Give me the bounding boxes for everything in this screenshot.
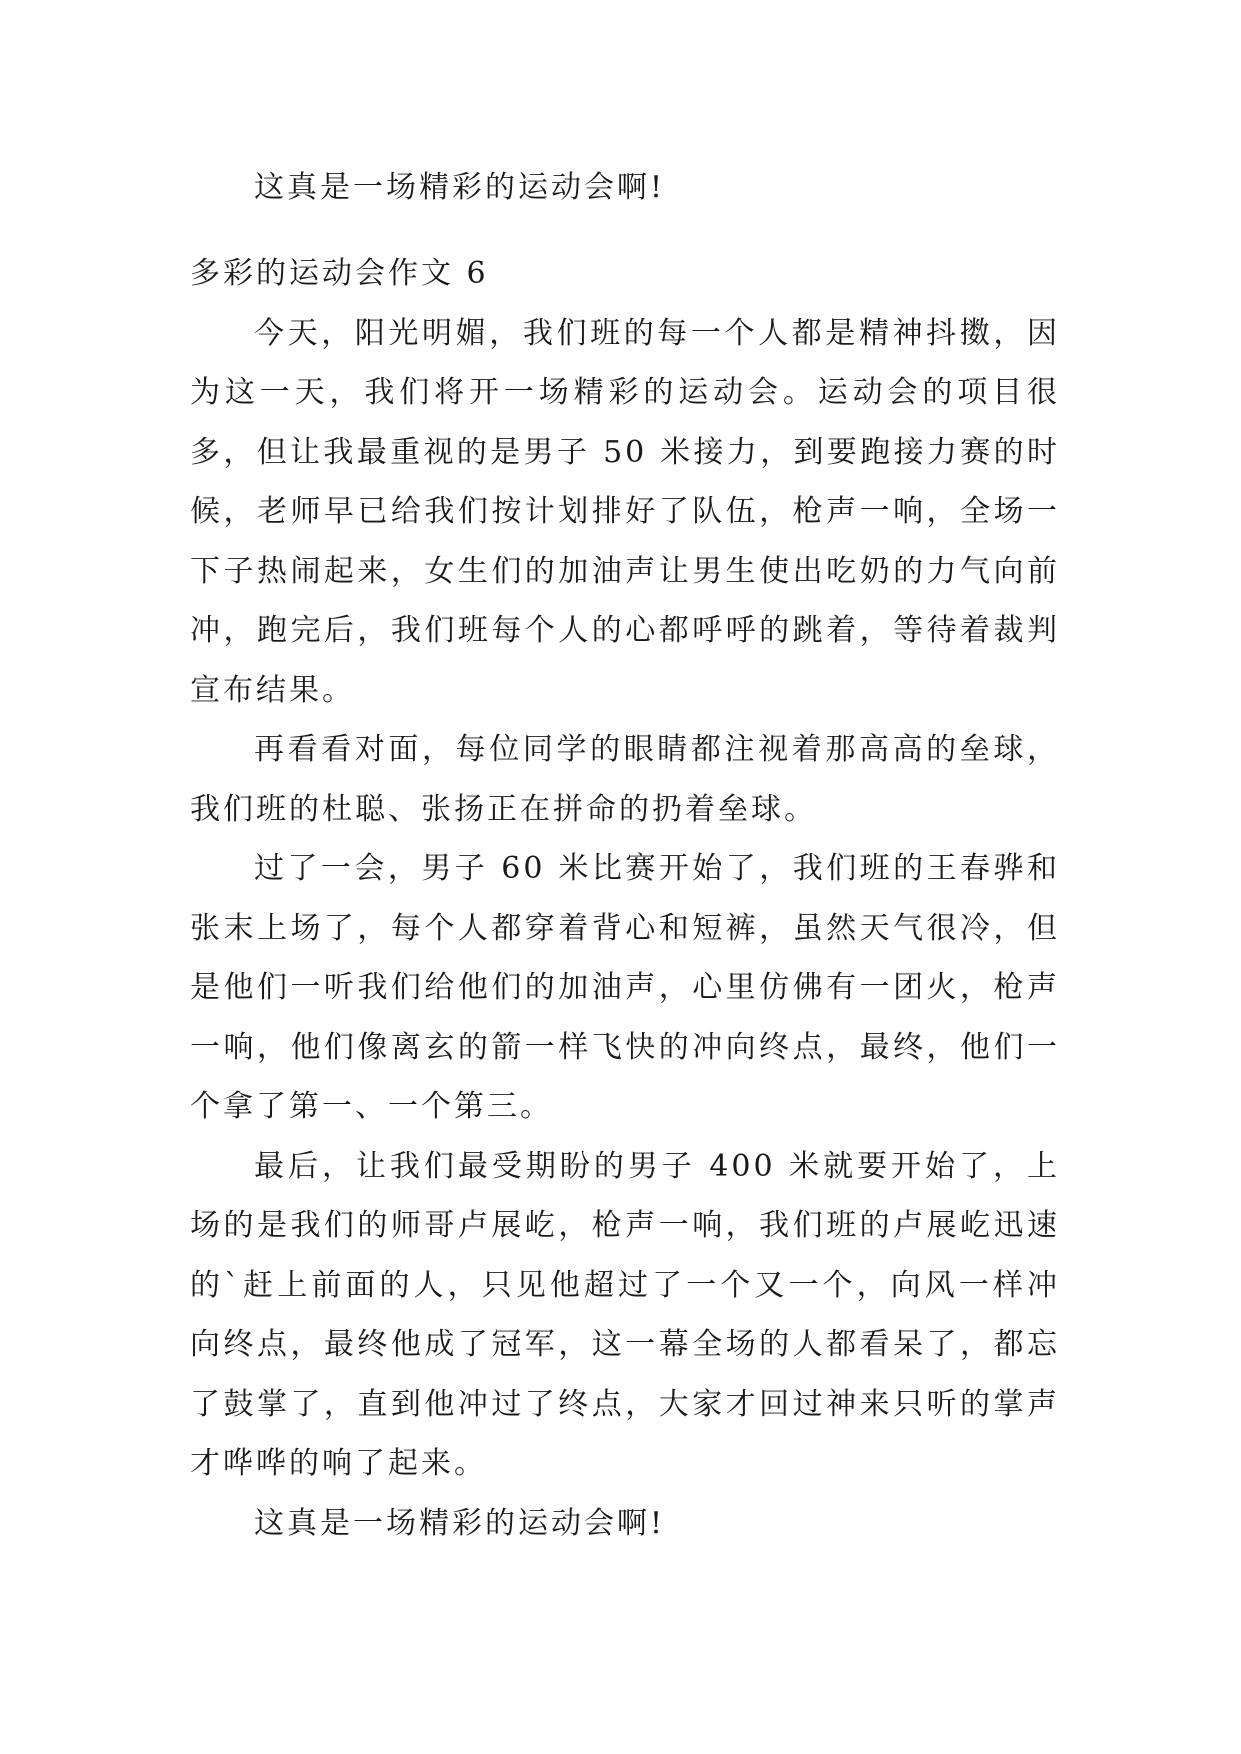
paragraph-2: 再看看对面，每位同学的眼睛都注视着那高高的垒球，我们班的杜聪、张扬正在拼命的扔着垒球。 <box>190 732 1060 827</box>
closing-line: 这真是一场精彩的运动会啊! <box>254 1505 666 1541</box>
paragraph-3: 过了一会，男子 60 米比赛开始了，我们班的王春骅和张末上场了，每个人都穿着背心和短裤，虽然天气很冷，但是他们一听我们给他们的加油声，心里仿佛有一团火，枪声一响，他们像离玄的箭一样飞快的冲向终点，最终，他们一个拿了第一、一个第三。 <box>190 851 1060 1124</box>
closing-line-top-block <box>190 158 1060 218</box>
paragraph-1: 今天，阳光明媚，我们班的每一个人都是精神抖擞，因为这一天，我们将开一场精彩的运动会。运动会的项目很多，但让我最重视的是男子 50 米接力，到要跑接力赛的时候，老师早已给我们按计划排好了队伍，枪声一响，全场一下子热闹起来，女生们的加油声让男生使出吃奶的力气向前冲，跑完后，我们班每个人的心都呼呼的跳着，等待着裁判宣布结果。 <box>190 315 1060 708</box>
closing-line-top: 这真是一场精彩的运动会啊! <box>254 170 666 205</box>
paragraph-4: 最后，让我们最受期盼的男子 400 米就要开始了，上场的是我们的师哥卢展屹，枪声一响，我们班的卢展屹迅速的`赶上前面的人，只见他超过了一个又一个，向风一样冲向终点，最终他成了冠军，这一幕全场的人都看呆了，都忘了鼓掌了，直到他冲过了终点，大家才回过神来只听的掌声才哗哗的响了起来。 <box>190 1148 1060 1481</box>
section-title: 多彩的运动会作文 6 <box>190 256 489 291</box>
essay-body <box>190 244 1060 1553</box>
